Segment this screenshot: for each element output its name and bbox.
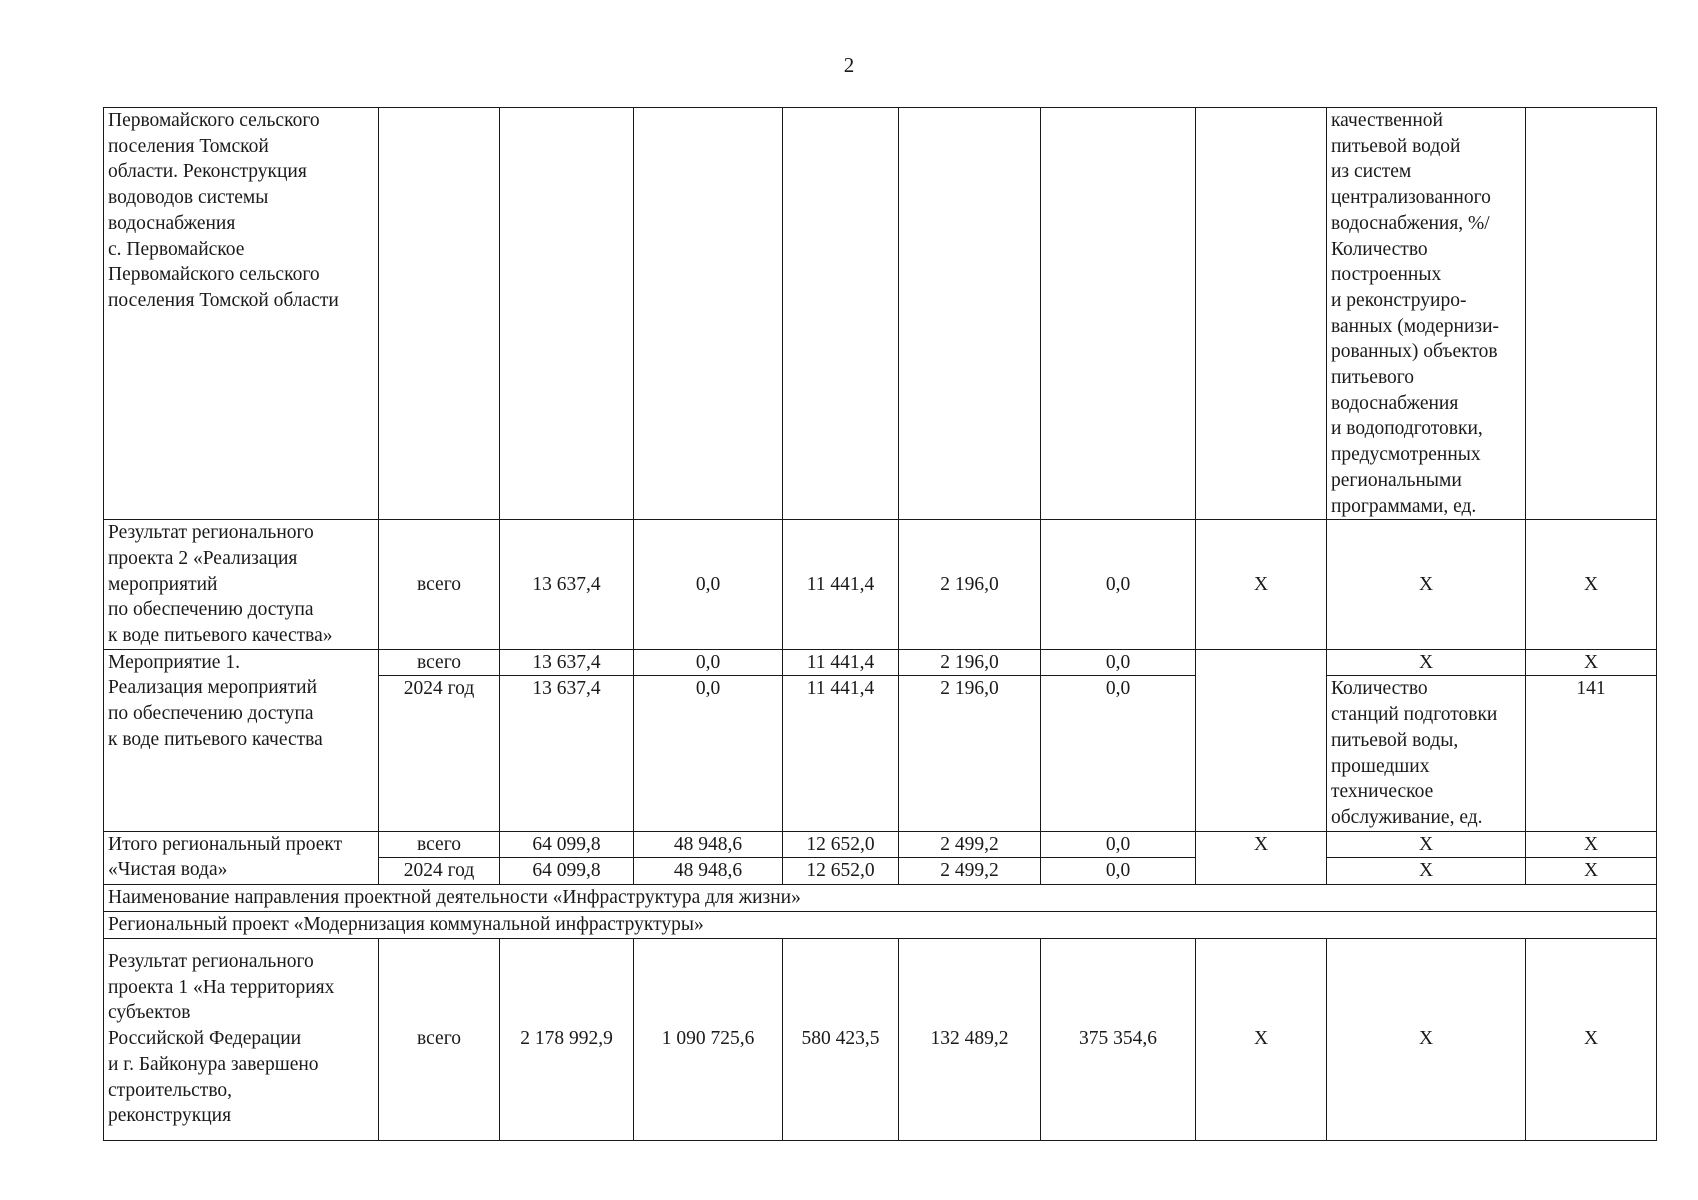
empty-cell [1041,108,1196,520]
text-line: питьевой воды, [1331,729,1459,751]
local-cell: 132 489,2 [899,938,1041,1140]
text-line: проекта 1 «На территориях [108,976,335,998]
indicator-cell [1327,108,1526,520]
empty-cell [1196,108,1327,520]
text-line: и водоподготовки, [1331,418,1483,440]
direction-heading: Наименование направления проектной деятельности «Инфраструктура для жизни» [104,885,1657,912]
period-cell: 2024 год [379,676,500,831]
indicator-cell: Х [1327,649,1526,676]
executor-cell: Х [1196,520,1327,650]
table-row-project-result-1 [104,938,1657,1140]
text-line: проекта 2 «Реализация [108,547,298,569]
federal-cell: 1 090 725,6 [634,938,783,1140]
table-row-project-heading [104,911,1657,938]
federal-cell: 0,0 [634,676,783,831]
text-line: строительство, [108,1079,233,1101]
text-line: к воде питьевого качества [108,728,323,750]
executor-cell: Х [1196,938,1327,1140]
result-name-cell [104,938,379,1140]
empty-cell [783,108,899,520]
text-line: и г. Байконура завершено [108,1053,319,1075]
text-line: мероприятий [108,573,218,595]
text-line: ванных (модернизи- [1331,315,1500,337]
regional-cell: 11 441,4 [783,676,899,831]
local-cell: 2 196,0 [899,676,1041,831]
total-cell: 2 178 992,9 [500,938,634,1140]
text-line: из систем [1331,161,1412,183]
text-line: Реализация мероприятий [108,677,318,699]
text-line: с. Первомайское [108,238,245,260]
indicator-cell: Х [1327,938,1526,1140]
local-cell: 2 499,2 [899,831,1041,858]
other-cell: 0,0 [1041,520,1196,650]
project-total-name-cell [104,831,379,884]
measure-name-cell [104,649,379,831]
regional-cell: 12 652,0 [783,858,899,885]
other-cell: 0,0 [1041,831,1196,858]
other-cell: 0,0 [1041,649,1196,676]
text-line: водоснабжения [1331,392,1459,414]
project-heading: Региональный проект «Модернизация коммунальной инфраструктуры» [104,911,1657,938]
local-cell: 2 499,2 [899,858,1041,885]
object-name-cell [104,108,379,520]
text-line: реконструкция [108,1105,232,1127]
empty-cell [1526,108,1657,520]
text-line: Первомайского сельского [108,110,320,131]
text-line: Результат регионального [108,951,314,973]
text-line: Первомайского сельского [108,264,320,286]
value-cell: Х [1526,858,1657,885]
value-cell: Х [1526,649,1657,676]
text-line: рованных) объектов [1331,341,1498,363]
local-cell: 2 196,0 [899,520,1041,650]
other-cell: 375 354,6 [1041,938,1196,1140]
text-line: водоснабжения, %/ [1331,212,1490,234]
other-cell: 0,0 [1041,676,1196,831]
total-cell: 13 637,4 [500,520,634,650]
text-line: прошедших [1331,755,1430,777]
federal-cell: 0,0 [634,649,783,676]
page-number: 2 [843,53,855,77]
text-line: питьевого [1331,367,1415,389]
text-line: водоводов системы [108,187,269,209]
empty-cell [634,108,783,520]
text-line: «Чистая вода» [108,859,228,881]
text-line: программами, ед. [1331,495,1477,517]
text-line: области. Реконструкция [108,161,307,183]
empty-cell [500,108,634,520]
period-cell: всего [379,649,500,676]
indicator-cell: Х [1327,831,1526,858]
regional-cell: 11 441,4 [783,649,899,676]
text-line: субъектов [108,1002,191,1024]
text-line: Результат регионального [108,522,314,544]
federal-cell: 48 948,6 [634,831,783,858]
text-line: построенных [1331,264,1442,286]
text-line: централизованного [1331,187,1491,209]
total-cell: 13 637,4 [500,676,634,831]
value-cell: Х [1526,520,1657,650]
text-line: станций подготовки [1331,704,1498,726]
text-line: обслуживание, ед. [1331,806,1483,828]
indicator-cell: Х [1327,858,1526,885]
total-cell: 64 099,8 [500,831,634,858]
regional-cell: 11 441,4 [783,520,899,650]
text-line: Количество [1331,238,1428,260]
text-line: питьевой водой [1331,135,1461,157]
budget-table [103,107,1657,1141]
text-line: предусмотренных [1331,444,1481,466]
table-row-measure-total [104,649,1657,676]
local-cell: 2 196,0 [899,649,1041,676]
value-cell: Х [1526,938,1657,1140]
period-cell: всего [379,831,500,858]
period-cell: всего [379,938,500,1140]
text-line: и реконструиро- [1331,289,1467,311]
other-cell: 0,0 [1041,858,1196,885]
executor-cell: Х [1196,831,1327,884]
table-row-project-total [104,831,1657,858]
indicator-cell [1327,676,1526,831]
text-line: качественной [1331,110,1443,131]
federal-cell: 0,0 [634,520,783,650]
text-line: поселения Томской области [108,289,339,311]
text-line: по обеспечению доступа [108,599,314,621]
indicator-cell: Х [1327,520,1526,650]
period-cell: 2024 год [379,858,500,885]
text-line: Российской Федерации [108,1028,302,1050]
total-cell: 13 637,4 [500,649,634,676]
text-line: региональными [1331,469,1462,491]
table-row-object-continuation [104,108,1657,520]
text-line: Мероприятие 1. [108,651,240,673]
text-line: водоснабжения [108,212,236,234]
total-cell: 64 099,8 [500,858,634,885]
result-name-cell [104,520,379,650]
text-line: к воде питьевого качества» [108,625,333,647]
text-line: Итого региональный проект [108,833,343,855]
empty-cell [899,108,1041,520]
regional-cell: 580 423,5 [783,938,899,1140]
period-cell: всего [379,520,500,650]
value-cell: 141 [1526,676,1657,831]
table-row-direction-heading [104,885,1657,912]
empty-cell [379,108,500,520]
federal-cell: 48 948,6 [634,858,783,885]
executor-cell [1196,649,1327,831]
text-line: по обеспечению доступа [108,703,314,725]
text-line: Количество [1331,678,1428,700]
text-line: техническое [1331,781,1434,803]
regional-cell: 12 652,0 [783,831,899,858]
text-line: поселения Томской [108,135,269,157]
table-row-project-result-2 [104,520,1657,650]
value-cell: Х [1526,831,1657,858]
